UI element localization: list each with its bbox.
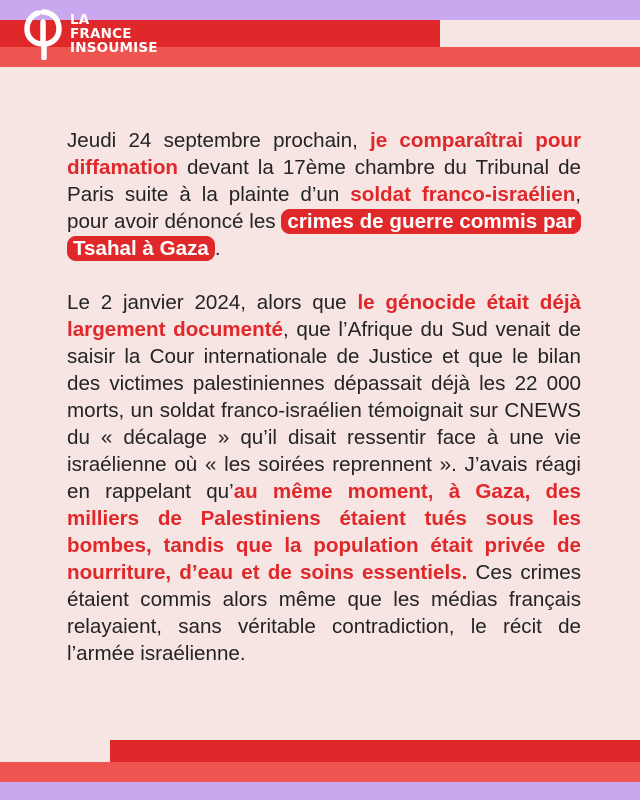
brand-line-2: FRANCE bbox=[70, 26, 132, 42]
p1-text-2: devant la 17ème chambre du Tribunal de Paris suite à la plainte d’un bbox=[67, 156, 581, 206]
p1-text-1: Jeudi 24 septembre prochain, bbox=[67, 129, 371, 152]
p1-pill-highlight: crimes de guerre commis par Tsahal à Gaza bbox=[67, 209, 581, 261]
brand-name bbox=[70, 13, 158, 55]
p2-text-2: , que l’Afrique du Sud venait de saisir la Cour internationale de Justice et que le bilan des victimes palestiniennes dépassait déjà les 22 000 morts, un soldat franco-israélien témoignait sur CNEWS du « décalage » qu’il disait ressentir face à une vie israélienne où « les soirées reprennent ». J’avais réagi en rappelant qu’ bbox=[67, 318, 581, 503]
bottom-coral-band bbox=[0, 762, 640, 782]
brand-logo bbox=[24, 6, 158, 62]
p1-text-4: . bbox=[214, 237, 221, 260]
brand-line-1: LA bbox=[70, 12, 90, 28]
p2-text-1: Le 2 janvier 2024, alors que bbox=[67, 291, 358, 314]
paragraph-2 bbox=[67, 289, 581, 667]
p2-highlight-2: au même moment, à Gaza, des milliers de Palestiniens étaient tués sous les bombes, tandis que la population était privée de nourriture, d’eau et de soins essentiels. bbox=[67, 480, 581, 584]
phi-icon bbox=[24, 8, 62, 60]
statement-body bbox=[67, 127, 581, 667]
paragraph-1 bbox=[67, 127, 581, 262]
p1-highlight-2: soldat franco-israélien bbox=[350, 183, 576, 206]
bottom-red-band bbox=[110, 740, 640, 762]
brand-line-3: INSOUMISE bbox=[70, 40, 158, 56]
bottom-purple-band bbox=[0, 782, 640, 800]
p1-highlight-1: je comparaîtrai pour diffamation bbox=[67, 129, 582, 179]
p2-text-3: Ces crimes étaient commis alors même que les médias français relayaient, sans véritable contradiction, le récit de l’armée israélienne. bbox=[67, 561, 581, 665]
p1-text-3: , pour avoir dénoncé les bbox=[67, 183, 582, 233]
p2-highlight-1: le génocide était déjà largement documenté bbox=[67, 291, 581, 341]
